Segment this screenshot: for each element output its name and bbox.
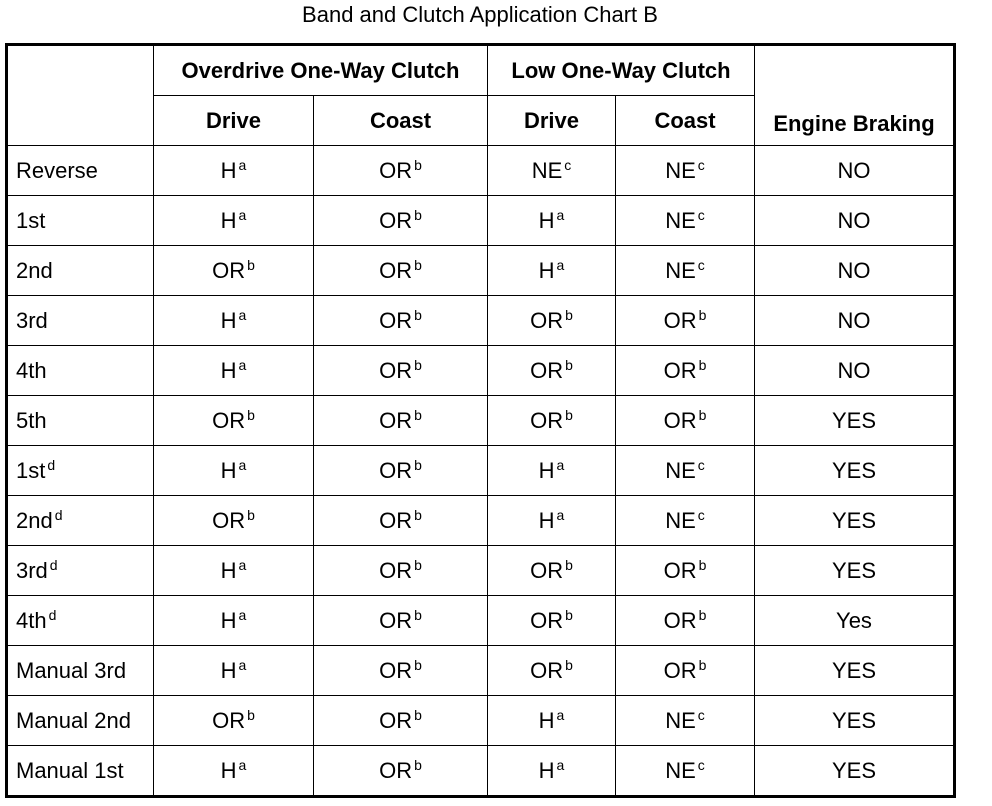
cell-low-drive-footnote-mark: a	[556, 207, 565, 223]
cell-low-drive-value: H	[538, 508, 555, 533]
cell-low-drive-value: OR	[530, 608, 564, 633]
cell-engine-braking-value: YES	[831, 757, 877, 783]
cell-low-drive-value: OR	[530, 658, 564, 683]
cell-low-drive-footnote-mark: b	[565, 657, 573, 673]
cell-low-drive-footnote-mark: b	[565, 607, 573, 623]
cell-low-drive-value: H	[538, 758, 555, 783]
cell-od-coast	[314, 696, 488, 746]
cell-od-coast-footnote-mark: b	[414, 707, 422, 723]
cell-od-coast-footnote-mark: b	[414, 157, 422, 173]
cell-low-drive	[488, 446, 616, 496]
cell-low-coast-footnote-mark: c	[697, 257, 705, 273]
cell-gear	[7, 246, 154, 296]
cell-od-drive-value: OR	[212, 508, 246, 533]
cell-low-coast-footnote-mark: c	[697, 207, 705, 223]
cell-od-drive-footnote-mark: a	[238, 557, 247, 573]
cell-od-coast	[314, 246, 488, 296]
cell-od-coast	[314, 546, 488, 596]
cell-gear-value: Reverse	[16, 158, 98, 183]
cell-od-coast	[314, 446, 488, 496]
cell-od-drive-footnote-mark: b	[247, 407, 255, 423]
cell-low-coast	[616, 246, 755, 296]
cell-od-drive	[154, 696, 314, 746]
cell-od-drive-footnote-mark: b	[247, 507, 255, 523]
cell-low-coast-value: NE	[665, 508, 696, 533]
cell-low-drive-footnote-mark: a	[556, 707, 565, 723]
cell-low-drive-value: H	[538, 458, 555, 483]
cell-gear	[7, 646, 154, 696]
cell-od-coast-footnote-mark: b	[414, 757, 422, 773]
cell-low-drive	[488, 496, 616, 546]
cell-od-coast-footnote-mark: b	[414, 607, 422, 623]
cell-od-drive-value: H	[220, 608, 237, 633]
cell-od-coast-footnote-mark: b	[414, 357, 422, 373]
application-table	[5, 43, 956, 798]
header-od-drive: Drive	[154, 96, 314, 146]
cell-od-coast-value: OR	[379, 508, 413, 533]
table-row	[7, 696, 955, 746]
cell-od-drive	[154, 196, 314, 246]
cell-engine-braking	[755, 146, 955, 196]
cell-low-drive-footnote-mark: b	[565, 307, 573, 323]
cell-low-drive	[488, 396, 616, 446]
cell-od-coast-value: OR	[379, 408, 413, 433]
cell-low-drive	[488, 196, 616, 246]
cell-od-coast-value: OR	[379, 708, 413, 733]
cell-gear	[7, 546, 154, 596]
cell-low-drive	[488, 246, 616, 296]
cell-low-coast-value: NE	[665, 158, 696, 183]
cell-gear	[7, 196, 154, 246]
cell-low-coast-value: OR	[663, 408, 697, 433]
cell-od-drive-value: H	[220, 308, 237, 333]
cell-low-drive	[488, 346, 616, 396]
cell-low-drive-footnote-mark: b	[565, 357, 573, 373]
cell-gear-value: Manual 1st	[16, 758, 124, 783]
cell-gear-value: 1st	[16, 208, 46, 233]
cell-low-coast-value: NE	[665, 708, 696, 733]
cell-low-coast-value: NE	[665, 258, 696, 283]
cell-od-coast-footnote-mark: b	[414, 257, 422, 273]
header-row-groups	[7, 45, 955, 96]
cell-od-coast-value: OR	[379, 308, 413, 333]
cell-low-drive-value: NE	[531, 158, 563, 183]
cell-low-coast-footnote-mark: c	[697, 507, 705, 523]
cell-od-coast-value: OR	[379, 258, 413, 283]
cell-od-coast	[314, 296, 488, 346]
cell-od-coast-value: OR	[379, 158, 413, 183]
cell-od-drive-footnote-mark: a	[238, 307, 247, 323]
cell-low-coast-footnote-mark: b	[698, 557, 707, 573]
cell-engine-braking-value: YES	[831, 407, 877, 433]
cell-low-drive-value: H	[538, 208, 555, 233]
cell-low-coast	[616, 546, 755, 596]
cell-low-drive-value: OR	[530, 308, 564, 333]
cell-od-drive-footnote-mark: a	[238, 357, 247, 373]
cell-low-drive-footnote-mark: a	[556, 507, 565, 523]
table-row	[7, 446, 955, 496]
table-row	[7, 596, 955, 646]
cell-low-drive	[488, 546, 616, 596]
cell-od-coast	[314, 146, 488, 196]
cell-engine-braking	[755, 196, 955, 246]
cell-gear-value: 5th	[16, 408, 47, 433]
cell-od-coast	[314, 396, 488, 446]
cell-engine-braking-value: NO	[837, 207, 871, 233]
cell-engine-braking-value: NO	[837, 307, 871, 333]
cell-od-coast-value: OR	[379, 358, 413, 383]
cell-low-drive	[488, 146, 616, 196]
cell-low-drive-value: H	[538, 258, 555, 283]
cell-od-drive-footnote-mark: b	[247, 707, 255, 723]
table-row	[7, 646, 955, 696]
header-low-one-way-clutch: Low One-Way Clutch	[488, 45, 755, 96]
cell-od-coast-footnote-mark: b	[414, 507, 422, 523]
cell-od-drive	[154, 346, 314, 396]
cell-od-drive-value: H	[220, 208, 237, 233]
cell-od-coast-value: OR	[379, 558, 413, 583]
cell-low-coast	[616, 696, 755, 746]
cell-low-coast-footnote-mark: c	[697, 707, 705, 723]
cell-gear	[7, 596, 154, 646]
chart-title: Band and Clutch Application Chart B	[302, 2, 658, 27]
cell-od-drive-value: H	[220, 658, 237, 683]
cell-low-coast	[616, 596, 755, 646]
cell-gear	[7, 296, 154, 346]
table-row	[7, 196, 955, 246]
cell-low-coast-value: NE	[665, 208, 696, 233]
cell-engine-braking	[755, 496, 955, 546]
table-row	[7, 546, 955, 596]
table-row	[7, 146, 955, 196]
cell-engine-braking	[755, 646, 955, 696]
cell-od-drive-value: OR	[212, 408, 246, 433]
cell-engine-braking-value: NO	[837, 357, 871, 383]
cell-od-drive-footnote-mark: a	[238, 157, 247, 173]
cell-od-coast	[314, 196, 488, 246]
cell-gear-value: 2nd	[16, 258, 53, 283]
cell-engine-braking	[755, 746, 955, 797]
cell-od-drive-value: OR	[212, 258, 246, 283]
cell-low-coast-footnote-mark: b	[698, 657, 707, 673]
cell-od-coast	[314, 746, 488, 797]
cell-low-coast-value: NE	[665, 758, 696, 783]
cell-od-drive	[154, 496, 314, 546]
cell-gear	[7, 446, 154, 496]
cell-gear	[7, 496, 154, 546]
cell-gear-footnote-mark: d	[48, 607, 57, 623]
cell-gear-footnote-mark: d	[47, 457, 56, 473]
cell-engine-braking	[755, 596, 955, 646]
table-row	[7, 296, 955, 346]
cell-od-coast-footnote-mark: b	[414, 557, 422, 573]
cell-low-drive-value: OR	[530, 358, 564, 383]
cell-gear-value: 4th	[16, 608, 47, 633]
table-row	[7, 496, 955, 546]
cell-od-drive	[154, 296, 314, 346]
cell-gear-value: 2nd	[16, 508, 53, 533]
cell-od-coast-footnote-mark: b	[414, 457, 422, 473]
cell-gear	[7, 396, 154, 446]
cell-engine-braking	[755, 396, 955, 446]
cell-engine-braking-value: YES	[831, 557, 877, 583]
cell-od-drive-footnote-mark: a	[238, 457, 247, 473]
cell-engine-braking	[755, 246, 955, 296]
cell-low-coast-footnote-mark: b	[698, 357, 707, 373]
cell-low-drive	[488, 696, 616, 746]
cell-low-drive-footnote-mark: c	[564, 157, 572, 173]
cell-low-coast	[616, 196, 755, 246]
cell-low-coast	[616, 396, 755, 446]
cell-od-coast-value: OR	[379, 608, 413, 633]
cell-od-coast	[314, 646, 488, 696]
cell-low-coast-footnote-mark: b	[698, 307, 707, 323]
header-low-coast: Coast	[616, 96, 755, 146]
cell-gear-footnote-mark: d	[49, 557, 58, 573]
cell-od-coast-value: OR	[379, 208, 413, 233]
cell-od-coast-footnote-mark: b	[414, 407, 422, 423]
cell-gear-value: Manual 2nd	[16, 708, 131, 733]
cell-od-coast	[314, 346, 488, 396]
cell-gear	[7, 746, 154, 797]
cell-engine-braking-value: NO	[837, 257, 871, 283]
cell-od-drive-value: H	[220, 558, 237, 583]
cell-od-drive	[154, 746, 314, 797]
cell-engine-braking-value: YES	[831, 457, 877, 483]
cell-gear-value: 4th	[16, 358, 47, 383]
cell-low-coast-footnote-mark: c	[697, 757, 705, 773]
table-row	[7, 346, 955, 396]
cell-low-coast	[616, 146, 755, 196]
cell-od-drive-value: H	[220, 458, 237, 483]
cell-engine-braking	[755, 296, 955, 346]
cell-low-coast-value: OR	[663, 558, 697, 583]
cell-od-drive-footnote-mark: b	[247, 257, 255, 273]
cell-od-drive-footnote-mark: a	[238, 657, 247, 673]
cell-low-coast	[616, 646, 755, 696]
cell-gear	[7, 696, 154, 746]
cell-od-coast-footnote-mark: b	[414, 207, 422, 223]
cell-od-drive-value: H	[220, 758, 237, 783]
cell-low-coast-value: OR	[663, 358, 697, 383]
cell-low-coast-footnote-mark: c	[697, 457, 705, 473]
cell-od-drive-footnote-mark: a	[238, 607, 247, 623]
cell-low-drive-value: OR	[530, 558, 564, 583]
cell-gear-value: 3rd	[16, 308, 48, 333]
cell-low-coast-footnote-mark: c	[697, 157, 705, 173]
cell-low-coast	[616, 346, 755, 396]
cell-engine-braking	[755, 446, 955, 496]
cell-low-drive-value: H	[538, 708, 555, 733]
cell-engine-braking-value: YES	[831, 507, 877, 533]
cell-low-coast	[616, 496, 755, 546]
cell-od-drive-value: H	[220, 358, 237, 383]
header-gear-blank	[7, 45, 154, 146]
cell-od-drive-value: OR	[212, 708, 246, 733]
header-engine-braking: Engine Braking	[755, 45, 955, 146]
cell-engine-braking-value: Yes	[836, 607, 872, 633]
cell-gear-value: Manual 3rd	[16, 658, 127, 683]
cell-od-coast-footnote-mark: b	[414, 657, 422, 673]
cell-od-drive-footnote-mark: a	[238, 207, 247, 223]
cell-low-drive-value: OR	[530, 408, 564, 433]
cell-gear	[7, 346, 154, 396]
cell-od-coast	[314, 596, 488, 646]
cell-low-drive	[488, 646, 616, 696]
table-row	[7, 246, 955, 296]
cell-od-drive	[154, 646, 314, 696]
header-low-drive: Drive	[488, 96, 616, 146]
cell-engine-braking	[755, 546, 955, 596]
cell-engine-braking-value: YES	[831, 657, 877, 683]
table-body	[7, 146, 955, 797]
cell-low-coast-value: OR	[663, 308, 697, 333]
cell-low-coast-value: OR	[663, 608, 697, 633]
cell-low-coast	[616, 296, 755, 346]
cell-od-coast-value: OR	[379, 758, 413, 783]
cell-engine-braking-value: NO	[837, 157, 871, 183]
cell-gear-value: 3rd	[16, 558, 48, 583]
table-row	[7, 396, 955, 446]
cell-od-coast	[314, 496, 488, 546]
cell-od-drive-value: H	[220, 158, 237, 183]
cell-od-drive	[154, 146, 314, 196]
cell-od-coast-value: OR	[379, 458, 413, 483]
cell-gear-footnote-mark: d	[54, 507, 63, 523]
cell-low-drive-footnote-mark: a	[556, 457, 565, 473]
cell-low-drive	[488, 296, 616, 346]
header-od-coast: Coast	[314, 96, 488, 146]
cell-engine-braking	[755, 346, 955, 396]
cell-low-drive-footnote-mark: b	[565, 407, 573, 423]
cell-low-drive-footnote-mark: a	[556, 757, 565, 773]
cell-od-drive	[154, 446, 314, 496]
cell-low-drive-footnote-mark: a	[556, 257, 565, 273]
cell-od-drive	[154, 596, 314, 646]
cell-od-drive-footnote-mark: a	[238, 757, 247, 773]
cell-od-drive	[154, 546, 314, 596]
cell-low-coast-value: OR	[663, 658, 697, 683]
cell-engine-braking-value: YES	[831, 707, 877, 733]
cell-engine-braking	[755, 696, 955, 746]
cell-low-coast-footnote-mark: b	[698, 607, 707, 623]
table-row	[7, 746, 955, 797]
cell-low-drive	[488, 596, 616, 646]
cell-gear-value: 1st	[16, 458, 46, 483]
cell-od-drive	[154, 396, 314, 446]
cell-low-coast	[616, 446, 755, 496]
cell-low-coast-value: NE	[665, 458, 696, 483]
cell-low-coast	[616, 746, 755, 797]
cell-low-coast-footnote-mark: b	[698, 407, 707, 423]
cell-low-drive-footnote-mark: b	[565, 557, 573, 573]
cell-low-drive	[488, 746, 616, 797]
cell-gear	[7, 146, 154, 196]
cell-od-coast-value: OR	[379, 658, 413, 683]
cell-od-drive	[154, 246, 314, 296]
header-overdrive-one-way-clutch: Overdrive One-Way Clutch	[154, 45, 488, 96]
cell-od-coast-footnote-mark: b	[414, 307, 422, 323]
